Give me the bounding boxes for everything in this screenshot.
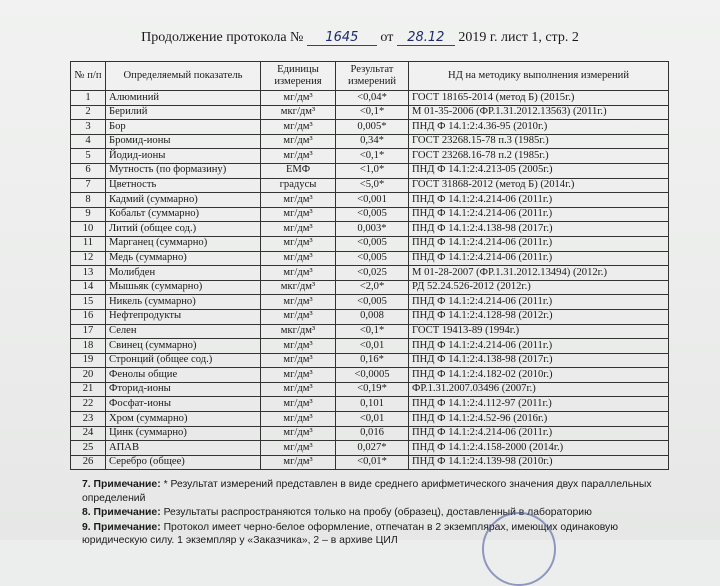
cell-nd: ГОСТ 18165-2014 (метод Б) (2015г.): [409, 91, 669, 106]
cell-units: мг/дм³: [261, 266, 336, 281]
cell-indicator: Серебро (общее): [106, 455, 261, 470]
cell-nd: ПНД Ф 14.1:2:4.213-05 (2005г.): [409, 163, 669, 178]
cell-nd: ГОСТ 23268.15-78 п.3 (1985г.): [409, 134, 669, 149]
cell-num: 16: [71, 309, 106, 324]
cell-indicator: Нефтепродукты: [106, 309, 261, 324]
cell-indicator: Цветность: [106, 178, 261, 193]
cell-result: 0,027*: [336, 441, 409, 456]
cell-indicator: Марганец (суммарно): [106, 236, 261, 251]
cell-units: мг/дм³: [261, 295, 336, 310]
cell-num: 21: [71, 382, 106, 397]
header-units: Единицы измерения: [261, 62, 336, 91]
header-num: № п/п: [71, 62, 106, 91]
table-row: [71, 251, 669, 266]
cell-units: мг/дм³: [261, 382, 336, 397]
cell-units: мг/дм³: [261, 134, 336, 149]
cell-units: мкг/дм³: [261, 324, 336, 339]
note-7: [82, 478, 682, 505]
note-text: Результаты распространяются только на пробу (образец), доставленный в лабораторию: [163, 507, 592, 519]
cell-nd: ПНД Ф 14.1:2:4.214-06 (2011г.): [409, 207, 669, 222]
cell-num: 10: [71, 222, 106, 237]
results-table: [70, 61, 669, 470]
cell-units: мг/дм³: [261, 368, 336, 383]
table-row: [71, 207, 669, 222]
cell-result: 0,016: [336, 426, 409, 441]
note-9: [82, 521, 682, 548]
table-row: [71, 382, 669, 397]
cell-nd: ПНД Ф 14.1:2:4.138-98 (2017г.): [409, 222, 669, 237]
cell-result: <0,001: [336, 193, 409, 208]
cell-indicator: Стронций (общее сод.): [106, 353, 261, 368]
cell-units: мг/дм³: [261, 91, 336, 106]
protocol-date: 28.12: [397, 30, 455, 46]
cell-indicator: Мутность (по формазину): [106, 163, 261, 178]
table-row: [71, 455, 669, 470]
cell-nd: М 01-35-2006 (ФР.1.31.2012.13563) (2011г.): [409, 105, 669, 120]
cell-result: <1,0*: [336, 163, 409, 178]
header-result: Результат измерений: [336, 62, 409, 91]
table-row: [71, 426, 669, 441]
cell-units: мг/дм³: [261, 207, 336, 222]
cell-units: мг/дм³: [261, 222, 336, 237]
table-row: [71, 163, 669, 178]
cell-num: 26: [71, 455, 106, 470]
cell-units: мг/дм³: [261, 397, 336, 412]
cell-num: 18: [71, 339, 106, 354]
cell-nd: ПНД Ф 14.1:2:4.214-06 (2011г.): [409, 236, 669, 251]
cell-num: 12: [71, 251, 106, 266]
cell-result: <0,01*: [336, 455, 409, 470]
cell-result: <0,0005: [336, 368, 409, 383]
cell-units: мг/дм³: [261, 353, 336, 368]
header-prefix: Продолжение протокола №: [141, 30, 304, 45]
table-row: [71, 441, 669, 456]
table-row: [71, 266, 669, 281]
table-row: [71, 236, 669, 251]
cell-nd: ПНД Ф 14.1:2:4.214-06 (2011г.): [409, 193, 669, 208]
cell-units: мг/дм³: [261, 193, 336, 208]
cell-num: 7: [71, 178, 106, 193]
header-suffix: 2019 г. лист 1, стр. 2: [458, 30, 579, 45]
cell-indicator: Селен: [106, 324, 261, 339]
cell-nd: ПНД Ф 14.1:2:4.158-2000 (2014г.): [409, 441, 669, 456]
cell-num: 6: [71, 163, 106, 178]
stamp-seal: [482, 512, 556, 586]
cell-num: 25: [71, 441, 106, 456]
cell-num: 5: [71, 149, 106, 164]
cell-indicator: Алюминий: [106, 91, 261, 106]
cell-units: мг/дм³: [261, 339, 336, 354]
header-nd: НД на методику выполнения измерений: [409, 62, 669, 91]
cell-result: <0,1*: [336, 324, 409, 339]
cell-num: 4: [71, 134, 106, 149]
cell-indicator: Йодид-ионы: [106, 149, 261, 164]
cell-result: <0,19*: [336, 382, 409, 397]
cell-result: <0,025: [336, 266, 409, 281]
cell-num: 2: [71, 105, 106, 120]
cell-result: <0,005: [336, 295, 409, 310]
cell-units: ЕМФ: [261, 163, 336, 178]
table-row: [71, 353, 669, 368]
cell-result: 0,008: [336, 309, 409, 324]
notes-section: [82, 478, 682, 549]
cell-result: <0,1*: [336, 105, 409, 120]
table-row: [71, 134, 669, 149]
cell-result: 0,34*: [336, 134, 409, 149]
table-row: [71, 193, 669, 208]
cell-nd: ГОСТ 23268.16-78 п.2 (1985г.): [409, 149, 669, 164]
table-row: [71, 149, 669, 164]
cell-result: 0,005*: [336, 120, 409, 135]
cell-nd: ПНД Ф 14.1:2:4.214-06 (2011г.): [409, 251, 669, 266]
table-row: [71, 324, 669, 339]
cell-nd: РД 52.24.526-2012 (2012г.): [409, 280, 669, 295]
cell-indicator: Хром (суммарно): [106, 412, 261, 427]
cell-result: <0,04*: [336, 91, 409, 106]
cell-result: <2,0*: [336, 280, 409, 295]
cell-indicator: АПАВ: [106, 441, 261, 456]
cell-nd: ПНД Ф 14.1:2:4.112-97 (2011г.): [409, 397, 669, 412]
cell-result: 0,16*: [336, 353, 409, 368]
table-row: [71, 339, 669, 354]
cell-indicator: Мышьяк (суммарно): [106, 280, 261, 295]
cell-units: мг/дм³: [261, 149, 336, 164]
cell-result: <5,0*: [336, 178, 409, 193]
note-label: 9. Примечание:: [82, 521, 161, 533]
cell-nd: ПНД Ф 14.1:2:4.138-98 (2017г.): [409, 353, 669, 368]
cell-indicator: Никель (суммарно): [106, 295, 261, 310]
table-row: [71, 309, 669, 324]
cell-num: 23: [71, 412, 106, 427]
cell-num: 17: [71, 324, 106, 339]
cell-indicator: Бор: [106, 120, 261, 135]
cell-result: <0,01: [336, 412, 409, 427]
cell-indicator: Фторид-ионы: [106, 382, 261, 397]
cell-result: <0,01: [336, 339, 409, 354]
cell-units: мг/дм³: [261, 309, 336, 324]
table-row: [71, 178, 669, 193]
cell-num: 22: [71, 397, 106, 412]
cell-nd: М 01-28-2007 (ФР.1.31.2012.13494) (2012г.): [409, 266, 669, 281]
note-8: [82, 506, 682, 520]
cell-units: мг/дм³: [261, 236, 336, 251]
table-row: [71, 295, 669, 310]
cell-nd: ПНД Ф 14.1:2:4.52-96 (2016г.): [409, 412, 669, 427]
cell-nd: ПНД Ф 14.1:2:4.182-02 (2010г.): [409, 368, 669, 383]
protocol-header: [0, 30, 720, 46]
cell-result: 0,101: [336, 397, 409, 412]
note-label: 7. Примечание:: [82, 479, 161, 490]
table-row: [71, 368, 669, 383]
cell-nd: ПНД Ф 14.1:2:4.214-06 (2011г.): [409, 426, 669, 441]
cell-indicator: Фосфат-ионы: [106, 397, 261, 412]
table-row: [71, 91, 669, 106]
table-row: [71, 222, 669, 237]
cell-nd: ГОСТ 31868-2012 (метод Б) (2014г.): [409, 178, 669, 193]
cell-units: градусы: [261, 178, 336, 193]
cell-result: <0,005: [336, 236, 409, 251]
protocol-number: 1645: [307, 30, 377, 46]
cell-nd: ПНД Ф 14.1:2:4.214-06 (2011г.): [409, 295, 669, 310]
table-row: [71, 412, 669, 427]
cell-num: 20: [71, 368, 106, 383]
cell-indicator: Свинец (суммарно): [106, 339, 261, 354]
cell-indicator: Цинк (суммарно): [106, 426, 261, 441]
cell-units: мг/дм³: [261, 455, 336, 470]
note-label: 8. Примечание:: [82, 507, 161, 519]
note-text: * Результат измерений представлен в виде среднего арифметического значения двух параллельных определений: [82, 479, 652, 504]
table-body: [71, 91, 669, 470]
cell-units: мг/дм³: [261, 412, 336, 427]
cell-nd: ПНД Ф 14.1:2:4.214-06 (2011г.): [409, 339, 669, 354]
table-row: [71, 120, 669, 135]
table-header: [71, 62, 669, 91]
cell-nd: ПНД Ф 14.1:2:4.139-98 (2010г.): [409, 455, 669, 470]
cell-num: 13: [71, 266, 106, 281]
cell-result: <0,005: [336, 207, 409, 222]
cell-units: мг/дм³: [261, 441, 336, 456]
cell-result: <0,1*: [336, 149, 409, 164]
cell-nd: ПНД Ф 14.1:2:4.128-98 (2012г.): [409, 309, 669, 324]
cell-indicator: Кобальт (суммарно): [106, 207, 261, 222]
cell-units: мг/дм³: [261, 251, 336, 266]
cell-indicator: Берилий: [106, 105, 261, 120]
table-row: [71, 397, 669, 412]
cell-num: 14: [71, 280, 106, 295]
cell-indicator: Литий (общее сод.): [106, 222, 261, 237]
header-indicator: Определяемый показатель: [106, 62, 261, 91]
cell-num: 24: [71, 426, 106, 441]
cell-result: 0,003*: [336, 222, 409, 237]
cell-indicator: Фенолы общие: [106, 368, 261, 383]
cell-indicator: Молибден: [106, 266, 261, 281]
table-row: [71, 105, 669, 120]
cell-nd: ГОСТ 19413-89 (1994г.): [409, 324, 669, 339]
cell-indicator: Кадмий (суммарно): [106, 193, 261, 208]
header-from: от: [380, 30, 394, 45]
cell-nd: ПНД Ф 14.1:2:4.36-95 (2010г.): [409, 120, 669, 135]
cell-num: 9: [71, 207, 106, 222]
cell-result: <0,005: [336, 251, 409, 266]
note-text: Протокол имеет черно-белое оформление, отпечатан в 2 экземплярах, имеющих одинаковую юридическую силу. 1 экземпляр у «Заказчика», 2 – в архиве ЦИЛ: [82, 521, 619, 547]
cell-num: 1: [71, 91, 106, 106]
cell-units: мкг/дм³: [261, 280, 336, 295]
cell-num: 19: [71, 353, 106, 368]
cell-num: 8: [71, 193, 106, 208]
cell-num: 11: [71, 236, 106, 251]
cell-indicator: Бромид-ионы: [106, 134, 261, 149]
table-row: [71, 280, 669, 295]
cell-units: мг/дм³: [261, 426, 336, 441]
cell-indicator: Медь (суммарно): [106, 251, 261, 266]
cell-units: мкг/дм³: [261, 105, 336, 120]
cell-num: 15: [71, 295, 106, 310]
cell-num: 3: [71, 120, 106, 135]
cell-units: мг/дм³: [261, 120, 336, 135]
cell-nd: ФР.1.31.2007.03496 (2007г.): [409, 382, 669, 397]
